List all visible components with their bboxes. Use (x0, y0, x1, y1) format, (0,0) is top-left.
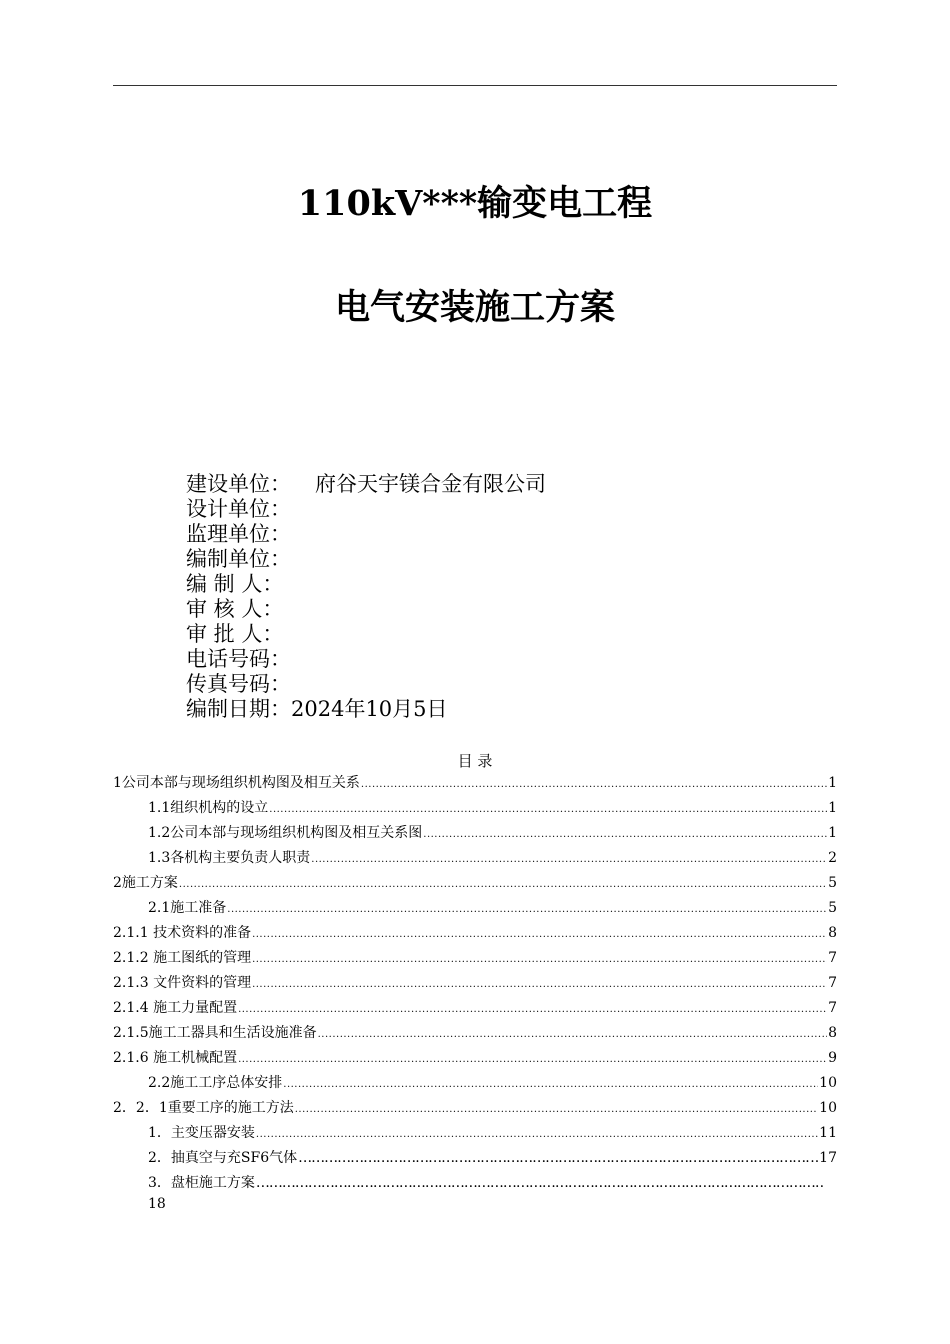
toc-entry-page: 1 (828, 800, 837, 816)
toc-wrapped-page-number: 18 (148, 1196, 166, 1212)
toc-entry[interactable] (113, 1121, 837, 1146)
info-label: 审 批 人： (186, 622, 284, 646)
toc-entry-label: 2.1.5施工工器具和生活设施准备 (113, 1025, 317, 1041)
toc-entry-label: 2.2施工工序总体安排 (148, 1075, 283, 1091)
toc-title-text: 目 录 (457, 752, 493, 770)
toc-entry-label: 2．抽真空与充SF6气体 (148, 1150, 298, 1166)
info-row-fax (186, 672, 546, 697)
document-title: 110kV***输变电工程 (297, 183, 653, 224)
toc-entry-page: 1 (828, 825, 837, 841)
toc-leader (295, 1097, 818, 1122)
document-subtitle: 电气安装施工方案 (334, 287, 615, 328)
toc-leader (298, 1146, 809, 1171)
project-info-block (186, 472, 546, 722)
header-rule (113, 85, 837, 86)
info-label: 传真号码： (186, 672, 291, 696)
toc-entry-label: 2.1.3 文件资料的管理 (113, 975, 252, 991)
toc-entry-label: 1．主变压器安装 (148, 1125, 255, 1141)
toc-entry-page: 11 (819, 1125, 837, 1141)
toc-entry-label: 2.1.2 施工图纸的管理 (113, 950, 252, 966)
toc-entry-page: 7 (828, 1000, 837, 1016)
toc-entry-label: 1公司本部与现场组织机构图及相互关系 (113, 775, 360, 791)
toc-entry[interactable] (113, 1171, 837, 1196)
toc-entry-page: 5 (828, 900, 837, 916)
toc-entry-page: 7 (828, 975, 837, 991)
info-value: 府谷天宇镁合金有限公司 (315, 472, 546, 496)
info-label: 编制单位： (186, 547, 291, 571)
toc-entry[interactable] (113, 896, 837, 921)
toc-leader (238, 997, 827, 1022)
toc-entry-page: 2 (828, 850, 837, 866)
info-label: 电话号码： (186, 647, 291, 671)
toc-leader (318, 1022, 827, 1047)
toc-leader (179, 872, 827, 897)
toc-leader (269, 797, 827, 822)
info-row-phone (186, 647, 546, 672)
toc-entry-label: 2.1.1 技术资料的准备 (113, 925, 252, 941)
toc-entry[interactable] (113, 971, 837, 996)
info-label: 监理单位： (186, 522, 291, 546)
toc-entry[interactable] (113, 946, 837, 971)
toc-title (0, 750, 950, 771)
toc-leader (311, 847, 827, 872)
info-row-date (186, 697, 546, 722)
toc-entry-page: 7 (828, 950, 837, 966)
toc-entry-label: 2施工方案 (113, 875, 178, 891)
info-label: 编制日期：2024年10月5日 (186, 697, 448, 721)
toc-entry-page: ..17 (810, 1150, 837, 1166)
info-row-compiling-unit (186, 547, 546, 572)
toc-leader (252, 972, 827, 997)
toc-entry-page: 10 (819, 1100, 837, 1116)
table-of-contents (113, 771, 837, 1196)
toc-entry-label: 2.1.4 施工力量配置 (113, 1000, 238, 1016)
toc-entry-page: 10 (819, 1075, 837, 1091)
info-row-compiler (186, 572, 546, 597)
toc-leader (256, 1171, 824, 1196)
toc-entry[interactable] (113, 921, 837, 946)
info-row-approver (186, 622, 546, 647)
toc-leader (252, 947, 827, 972)
toc-leader (238, 1047, 827, 1072)
toc-entry[interactable] (113, 796, 837, 821)
toc-entry[interactable] (113, 1021, 837, 1046)
info-label: 设计单位： (186, 497, 291, 521)
toc-entry-page: 1 (828, 775, 837, 791)
toc-entry-page: 9 (828, 1050, 837, 1066)
toc-entry[interactable] (113, 1071, 837, 1096)
toc-entry[interactable] (113, 771, 837, 796)
toc-entry-page: 8 (828, 1025, 837, 1041)
info-label: 建设单位： (186, 472, 291, 496)
toc-leader (423, 822, 827, 847)
toc-entry-label: 3．盘柜施工方案 (148, 1175, 255, 1191)
toc-entry-label: 2.1施工准备 (148, 900, 227, 916)
toc-entry-page: 5 (828, 875, 837, 891)
toc-entry[interactable] (113, 846, 837, 871)
toc-entry[interactable] (113, 871, 837, 896)
info-label: 审 核 人： (186, 597, 284, 621)
info-row-reviewer (186, 597, 546, 622)
toc-leader (227, 897, 827, 922)
toc-entry[interactable] (113, 996, 837, 1021)
toc-entry-label: 1.1组织机构的设立 (148, 800, 269, 816)
toc-entry[interactable] (113, 1146, 837, 1171)
toc-entry-label: 1.3各机构主要负责人职责 (148, 850, 311, 866)
toc-leader (256, 1122, 818, 1147)
info-row-supervision-unit (186, 522, 546, 547)
toc-entry-page: 8 (828, 925, 837, 941)
toc-leader (252, 922, 827, 947)
toc-leader (283, 1072, 818, 1097)
info-label: 编 制 人： (186, 572, 284, 596)
info-row-construction-unit (186, 472, 546, 497)
toc-entry-label: 1.2公司本部与现场组织机构图及相互关系图 (148, 825, 423, 841)
toc-entry-label: 2.1.6 施工机械配置 (113, 1050, 238, 1066)
info-row-design-unit (186, 497, 546, 522)
toc-entry-label: 2．2．1重要工序的施工方法 (113, 1100, 294, 1116)
toc-entry[interactable] (113, 1046, 837, 1071)
toc-leader (361, 772, 827, 797)
toc-entry[interactable] (113, 1096, 837, 1121)
toc-entry[interactable] (113, 821, 837, 846)
